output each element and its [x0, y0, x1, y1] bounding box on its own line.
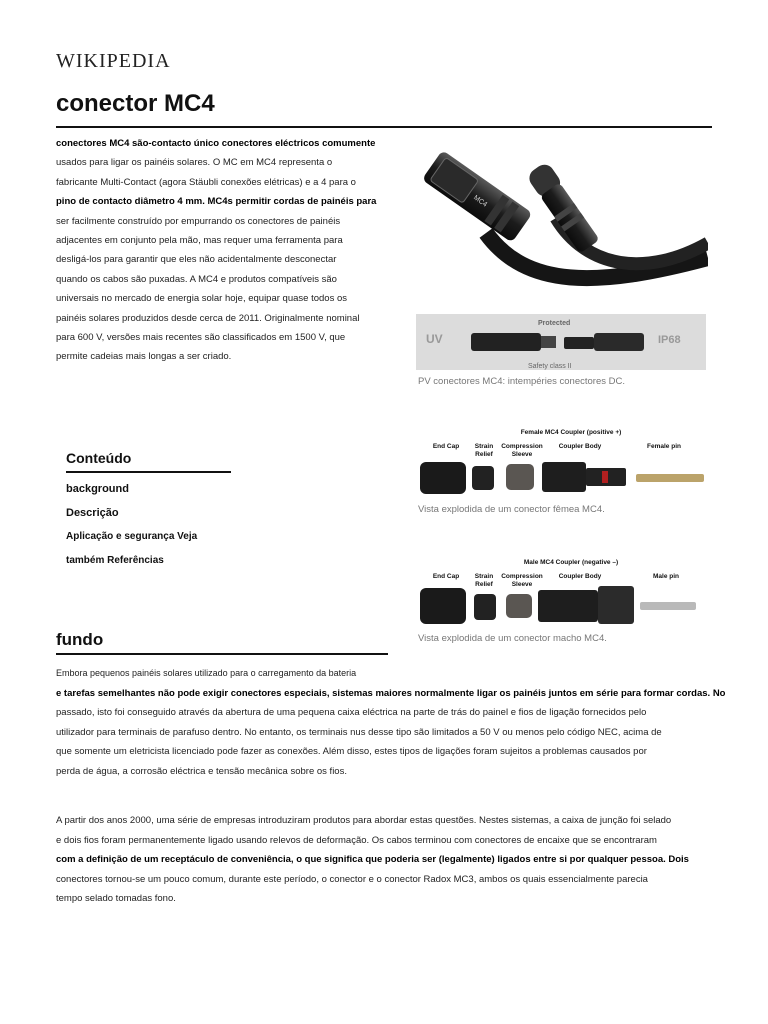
male-coupler-heading: Male MC4 Coupler (negative –) — [523, 559, 619, 566]
section-heading-fundo: fundo — [56, 630, 104, 649]
intro-line-9: universais no mercado de energia solar hoje, equipar quase todos os — [56, 293, 347, 305]
male-coupler-caption: Vista explodida de um conector macho MC4. — [418, 633, 607, 644]
male-coupler-figure[interactable] — [416, 556, 708, 630]
fundo-p1-line-5: que somente um eletricista licenciado pode fazer as conexões. Além disso, estes tipos de ligações foram sujeitos a problemas causados por — [56, 746, 647, 758]
intro-line-11: para 600 V, versões mais recentes são classificados em 1500 V, que — [56, 332, 346, 344]
intro-line-4: pino de contacto diâmetro 4 mm. MC4s permitir cordas de painéis para — [56, 196, 377, 208]
fundo-p1-line-6: perda de água, a corrosão eléctrica e tensão mecânica sobre os fios. — [56, 765, 347, 777]
female-label-pin: Female pin — [647, 443, 681, 450]
section-divider — [56, 653, 388, 655]
female-label-compression-sleeve: Compression Sleeve — [501, 443, 543, 458]
female-label-coupler-body: Coupler Body — [558, 443, 602, 450]
fundo-paragraph-1 — [56, 664, 726, 782]
mc4-cables-image — [416, 138, 708, 373]
intro-line-2: usados para ligar os painéis solares. O MC em MC4 representa o — [56, 157, 333, 169]
female-label-end-cap: End Cap — [432, 443, 460, 450]
safety-class-label: Safety class II — [528, 363, 572, 370]
ip68-badge: IP68 — [658, 334, 681, 346]
toc-title: Conteúdo — [66, 450, 132, 466]
protected-label: Protected — [538, 320, 571, 327]
male-label-pin: Male pin — [652, 573, 679, 580]
fundo-p2-line-4: conectores tornou-se um pouco comum, durante este período, o conector e o conector Radox MC3, ambos os quais essencialmente parecia — [56, 873, 648, 885]
intro-line-3: fabricante Multi-Contact (agora Stäubli conexões elétricas) e a 4 para o — [56, 176, 356, 188]
toc-item-aplicacao[interactable]: Aplicação e segurança Veja — [66, 531, 198, 542]
fundo-p1-line-3: passado, isto foi conseguido através da abertura de uma pequena caixa eléctrica na parte de trás do painel e fios de ligação fornecidos pelo — [56, 707, 647, 719]
male-label-coupler-body: Coupler Body — [558, 573, 602, 580]
fundo-p1-line-1: Embora pequenos painéis solares utilizado para o carregamento da bateria — [56, 668, 357, 678]
intro-paragraph — [56, 134, 390, 367]
mc4-cables-figure[interactable] — [416, 138, 708, 373]
intro-line-5: ser facilmente construído por empurrando os conectores de painéis — [56, 215, 341, 227]
mc4-cables-caption: PV conectores MC4: intempéries conectores DC. — [418, 376, 625, 387]
fundo-p1-line-2: e tarefas semelhantes não pode exigir conectores especiais, sistemas maiores normalmente ligar os painéis juntos em série para formar cordas. No — [56, 687, 726, 699]
intro-line-1: conectores MC4 são-contacto único conectores eléctricos comumente — [56, 138, 376, 149]
fundo-p2-line-2: e dois fios foram permanentemente ligado usando relevos de deformação. Os cabos terminou com conectores de encaixe que se encontraram — [56, 834, 657, 846]
intro-line-10: painéis solares produzidos desde cerca de 2011. Originalmente nominal — [56, 312, 360, 324]
toc-item-background[interactable]: background — [66, 483, 129, 495]
title-divider — [56, 126, 712, 128]
intro-line-12: permite cadeias mais longas a ser criado. — [56, 351, 232, 363]
male-label-end-cap: End Cap — [432, 573, 460, 580]
toc-item-descricao[interactable]: Descrição — [66, 507, 119, 519]
intro-line-6: adjacentes em conjunto pela mão, mas requer uma ferramenta para — [56, 235, 343, 247]
page-title: conector MC4 — [56, 90, 215, 117]
wikipedia-logo[interactable]: WIKIPEDIA — [56, 50, 171, 72]
female-label-strain-relief: Strain Relief — [474, 443, 494, 458]
male-label-strain-relief: Strain Relief — [474, 573, 494, 588]
cable-text: MC4 — [472, 194, 489, 209]
female-coupler-figure[interactable] — [416, 426, 708, 500]
female-coupler-image — [416, 426, 708, 500]
fundo-paragraph-2 — [56, 811, 726, 909]
fundo-p2-line-5: tempo selado tomadas fono. — [56, 893, 176, 905]
female-coupler-caption: Vista explodida de um conector fêmea MC4. — [418, 504, 605, 515]
fundo-p2-line-3: com a definição de um receptáculo de conveniência, o que significa que poderia ser (legalmente) ligados entre si por qualquer pessoa. Dois — [56, 854, 689, 866]
toc-divider — [66, 471, 231, 473]
intro-line-7: desligá-los para garantir que eles não acidentalmente desconectar — [56, 254, 337, 266]
male-coupler-image — [416, 556, 708, 630]
male-label-compression-sleeve: Compression Sleeve — [501, 573, 543, 588]
toc-item-referencias[interactable]: também Referências — [66, 555, 164, 566]
female-coupler-heading: Female MC4 Coupler (positive +) — [520, 429, 622, 436]
intro-line-8: quando os cabos são puxadas. A MC4 e produtos compatíveis são — [56, 273, 337, 285]
fundo-p1-line-4: utilizador para terminais de parafuso dentro. No entanto, os terminais nus desse tipo são limitados a 50 V ou menos pelo código NEC, acima de — [56, 726, 662, 738]
uv-badge: UV — [426, 332, 443, 346]
fundo-p2-line-1: A partir dos anos 2000, uma série de empresas introduziram produtos para abordar estas questões. Nestes sistemas, a caixa de junção foi selado — [56, 815, 672, 826]
